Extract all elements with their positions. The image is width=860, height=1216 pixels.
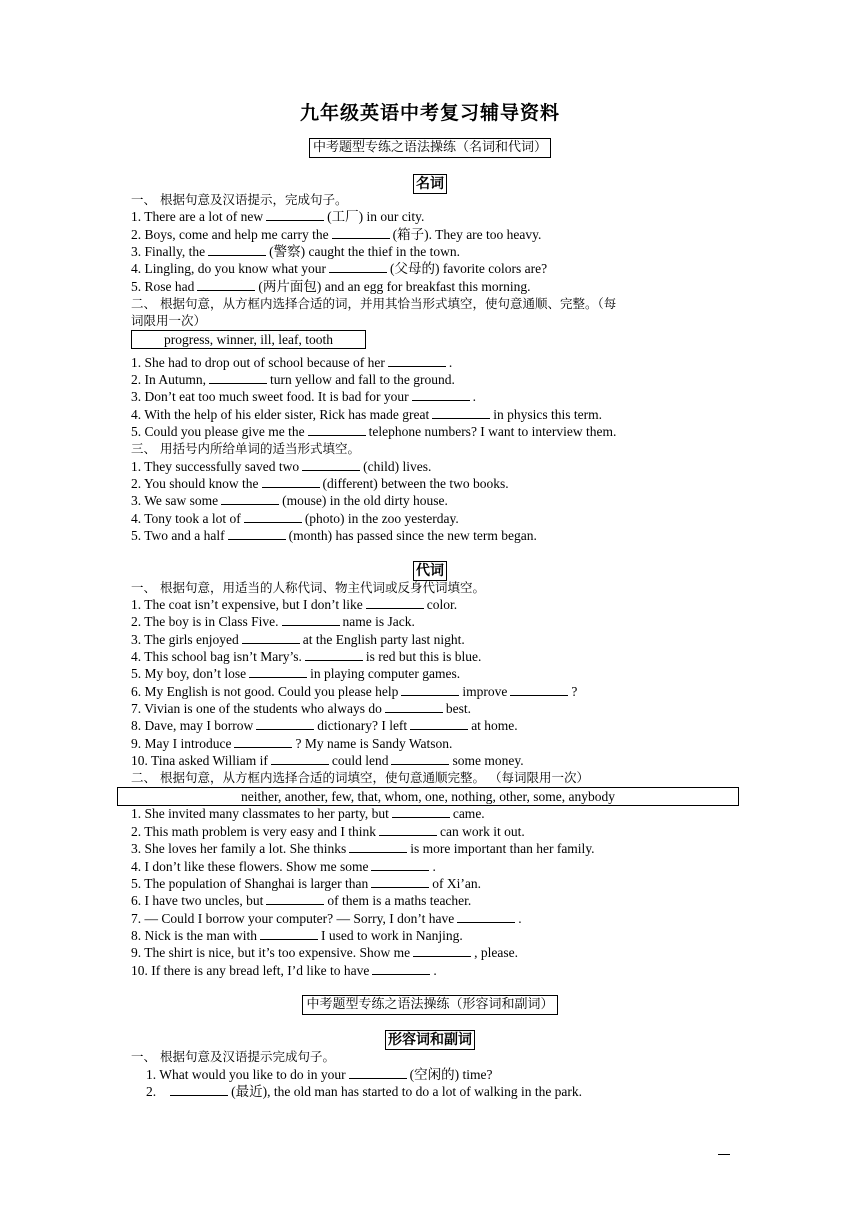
question-line: [131, 371, 455, 388]
answer-blank[interactable]: [329, 260, 387, 273]
instruction: [131, 440, 360, 457]
question-line: [131, 944, 518, 961]
text-segment: 4. This school bag isn’t Mary’s.: [131, 649, 302, 664]
text-segment: 1. She invited many classmates to her party, but: [131, 806, 389, 821]
text-segment: 5. Could you please give me the: [131, 424, 305, 439]
text-segment: in playing computer games.: [310, 666, 461, 681]
text-segment: 9. May I introduce: [131, 736, 232, 751]
question-line: [131, 648, 481, 665]
answer-blank[interactable]: [412, 388, 470, 401]
question-line: [131, 458, 431, 475]
answer-blank[interactable]: [372, 962, 430, 975]
text-segment: 2.: [146, 1084, 157, 1099]
text-segment: .: [472, 389, 476, 404]
answer-blank[interactable]: [349, 840, 407, 853]
answer-blank[interactable]: [282, 613, 340, 626]
text-segment: 二、 根据句意，从方框内选择合适的词，并用其恰当形式填空，使句意通顺、完整。（每: [131, 296, 617, 311]
text-segment: 10. Tina asked William if: [131, 753, 268, 768]
text-segment: 1. The coat isn’t expensive, but I don’t like: [131, 597, 363, 612]
text-segment: improve: [462, 684, 508, 699]
answer-blank[interactable]: [410, 717, 468, 730]
answer-blank[interactable]: [221, 492, 279, 505]
instruction: [131, 312, 206, 329]
question-line: [131, 927, 463, 944]
text-segment: 3. She loves her family a lot. She thinks: [131, 841, 347, 856]
text-segment: telephone numbers? I want to interview them.: [368, 424, 617, 439]
text-segment: in physics this term.: [493, 407, 602, 422]
text-segment: 5. Rose had: [131, 279, 195, 294]
text-segment: (工厂) in our city.: [327, 209, 425, 224]
answer-blank[interactable]: [208, 243, 266, 256]
text-segment: 5. My boy, don’t lose: [131, 666, 247, 681]
text-segment: 6. I have two uncles, but: [131, 893, 264, 908]
text-segment: can work it out.: [439, 824, 525, 839]
answer-blank[interactable]: [228, 527, 286, 540]
text-segment: (最近), the old man has started to do a lot of walking in the park.: [231, 1084, 583, 1099]
text-segment: ?: [571, 684, 578, 699]
text-segment: 5. The population of Shanghai is larger than: [131, 876, 369, 891]
text-segment: (两片面包) and an egg for breakfast this morning.: [258, 279, 531, 294]
text-segment: 4. I don’t like these flowers. Show me some: [131, 859, 369, 874]
text-segment: best.: [445, 701, 472, 716]
text-segment: some money.: [452, 753, 524, 768]
text-segment: 3. Finally, the: [131, 244, 206, 259]
text-segment: 2. The boy is in Class Five.: [131, 614, 279, 629]
text-segment: (child) lives.: [363, 459, 432, 474]
text-segment: 4. Lingling, do you know what your: [131, 261, 326, 276]
answer-blank[interactable]: [366, 596, 424, 609]
question-line: [131, 243, 460, 260]
text-segment: 8. Dave, may I borrow: [131, 718, 254, 733]
answer-blank[interactable]: [432, 406, 490, 419]
text-segment: 词限用一次）: [131, 313, 207, 328]
answer-blank[interactable]: [266, 208, 324, 221]
text-segment: dictionary? I left: [317, 718, 408, 733]
question-line: [131, 613, 415, 630]
answer-blank[interactable]: [308, 423, 366, 436]
text-segment: 2. This math problem is very easy and I think: [131, 824, 376, 839]
heading-pronouns: 代词: [413, 561, 447, 581]
text-segment: (photo) in the zoo yesterday.: [304, 511, 459, 526]
answer-blank[interactable]: [391, 752, 449, 765]
text-segment: 一、 根据句意及汉语提示完成句子。: [131, 1049, 335, 1064]
instruction: [131, 1048, 335, 1065]
text-segment: 4. With the help of his elder sister, Rick has made great: [131, 407, 430, 422]
question-line: [131, 596, 457, 613]
instruction: [131, 769, 589, 786]
instruction: [131, 191, 347, 208]
question-line: [146, 1083, 582, 1100]
text-segment: is more important than her family.: [410, 841, 595, 856]
answer-blank[interactable]: [457, 910, 515, 923]
answer-blank[interactable]: [271, 752, 329, 765]
text-segment: 8. Nick is the man with: [131, 928, 257, 943]
text-segment: .: [448, 355, 453, 370]
question-line: [131, 683, 577, 700]
text-segment: I used to work in Nanjing.: [320, 928, 463, 943]
question-line: [131, 475, 509, 492]
text-segment: came.: [452, 806, 485, 821]
section-title-nouns-pronouns: 中考题型专练之语法操练（名词和代词）: [309, 138, 551, 158]
question-line: [131, 527, 537, 544]
text-segment: of them is a maths teacher.: [327, 893, 472, 908]
answer-blank[interactable]: [401, 683, 459, 696]
text-segment: turn yellow and fall to the ground.: [270, 372, 455, 387]
answer-blank[interactable]: [242, 631, 300, 644]
text-segment: 3. The girls enjoyed: [131, 632, 239, 647]
question-line: [131, 423, 616, 440]
text-segment: 5. Two and a half: [131, 528, 225, 543]
answer-blank[interactable]: [266, 892, 324, 905]
answer-blank[interactable]: [510, 683, 568, 696]
text-segment: 4. Tony took a lot of: [131, 511, 241, 526]
answer-blank[interactable]: [392, 805, 450, 818]
answer-blank[interactable]: [197, 278, 255, 291]
question-line: [131, 354, 452, 371]
text-segment: 二、 根据句意，从方框内选择合适的词填空，使句意通顺完整。 （每词限用一次）: [131, 770, 589, 785]
text-segment: 3. We saw some: [131, 493, 219, 508]
question-line: [131, 752, 524, 769]
answer-blank[interactable]: [256, 717, 314, 730]
text-segment: 2. You should know the: [131, 476, 259, 491]
word-bank-box: progress, winner, ill, leaf, tooth: [131, 330, 366, 349]
question-line: [131, 858, 436, 875]
text-segment: at home.: [471, 718, 518, 733]
answer-blank[interactable]: [234, 735, 292, 748]
text-segment: 7. Vivian is one of the students who always do: [131, 701, 382, 716]
question-line: [131, 823, 525, 840]
question-line: [131, 260, 547, 277]
answer-blank[interactable]: [413, 944, 471, 957]
text-segment: (父母的) favorite colors are?: [390, 261, 548, 276]
text-segment: 6. My English is not good. Could you please help: [131, 684, 399, 699]
text-segment: 1. What would you like to do in your: [146, 1067, 346, 1082]
answer-blank[interactable]: [349, 1066, 407, 1079]
text-segment: (mouse) in the old dirty house.: [282, 493, 448, 508]
answer-blank[interactable]: [262, 475, 320, 488]
text-segment: .: [432, 859, 436, 874]
question-line: [131, 631, 465, 648]
text-segment: 9. The shirt is nice, but it’s too expensive. Show me: [131, 945, 411, 960]
text-segment: at the English party last night.: [302, 632, 465, 647]
section-title-adjectives-adverbs: 中考题型专练之语法操练（形容词和副词）: [302, 995, 557, 1015]
answer-blank[interactable]: [209, 371, 267, 384]
text-segment: 三、 用括号内所给单词的适当形式填空。: [131, 441, 360, 456]
answer-blank[interactable]: [260, 927, 318, 940]
text-segment: (警察) caught the thief in the town.: [269, 244, 460, 259]
instruction: [131, 295, 616, 312]
text-segment: name is Jack.: [342, 614, 415, 629]
page-title: 九年级英语中考复习辅导资料: [299, 102, 560, 124]
text-segment: (箱子). They are too heavy.: [392, 227, 542, 242]
text-segment: , please.: [474, 945, 518, 960]
text-segment: 一、 根据句意，用适当的人称代词、物主代词或反身代词填空。: [131, 580, 485, 595]
question-line: [131, 962, 437, 979]
question-line: [131, 665, 460, 682]
text-segment: 7. — Could I borrow your computer? — Sorry, I don’t have: [131, 911, 455, 926]
text-segment: 3. Don’t eat too much sweet food. It is bad for your: [131, 389, 409, 404]
heading-adjectives-adverbs: 形容词和副词: [385, 1030, 475, 1050]
question-line: [131, 492, 448, 509]
text-segment: 一、 根据句意及汉语提示，完成句子。: [131, 192, 348, 207]
question-line: [131, 388, 476, 405]
text-segment: (空闲的) time?: [409, 1067, 493, 1082]
answer-blank[interactable]: [388, 354, 446, 367]
question-line: [131, 700, 471, 717]
text-segment: ? My name is Sandy Watson.: [295, 736, 453, 751]
question-line: [131, 406, 602, 423]
answer-blank[interactable]: [379, 823, 437, 836]
question-line: [131, 910, 522, 927]
text-segment: 1. They successfully saved two: [131, 459, 300, 474]
text-segment: .: [433, 963, 437, 978]
answer-blank[interactable]: [249, 665, 307, 678]
heading-nouns: 名词: [413, 174, 447, 194]
question-line: [146, 1066, 492, 1083]
text-segment: is red but this is blue.: [365, 649, 482, 664]
text-segment: 2. Boys, come and help me carry the: [131, 227, 329, 242]
question-line: [131, 840, 595, 857]
question-line: [131, 208, 424, 225]
text-segment: 1. There are a lot of new: [131, 209, 264, 224]
answer-blank[interactable]: [244, 510, 302, 523]
text-segment: 10. If there is any bread left, I’d like to have: [131, 963, 370, 978]
answer-blank[interactable]: [371, 875, 429, 888]
question-line: [131, 735, 452, 752]
answer-blank[interactable]: [371, 858, 429, 871]
text-segment: could lend: [331, 753, 389, 768]
instruction: [131, 579, 485, 596]
text-segment: .: [518, 911, 522, 926]
text-segment: color.: [426, 597, 458, 612]
answer-blank[interactable]: [305, 648, 363, 661]
question-line: [131, 805, 485, 822]
text-segment: 1. She had to drop out of school because of her: [131, 355, 385, 370]
question-line: [131, 278, 531, 295]
question-line: [131, 226, 541, 243]
page-corner-mark: [718, 1154, 730, 1155]
text-segment: (different) between the two books.: [322, 476, 509, 491]
question-line: [131, 892, 471, 909]
question-line: [131, 875, 481, 892]
answer-blank[interactable]: [332, 226, 390, 239]
text-segment: of Xi’an.: [432, 876, 481, 891]
answer-blank[interactable]: [302, 458, 360, 471]
question-line: [131, 510, 459, 527]
text-segment: (month) has passed since the new term began.: [288, 528, 537, 543]
question-line: [131, 717, 518, 734]
answer-blank[interactable]: [385, 700, 443, 713]
text-segment: 2. In Autumn,: [131, 372, 207, 387]
word-bank-box: neither, another, few, that, whom, one, nothing, other, some, anybody: [117, 787, 739, 806]
answer-blank[interactable]: [170, 1083, 228, 1096]
